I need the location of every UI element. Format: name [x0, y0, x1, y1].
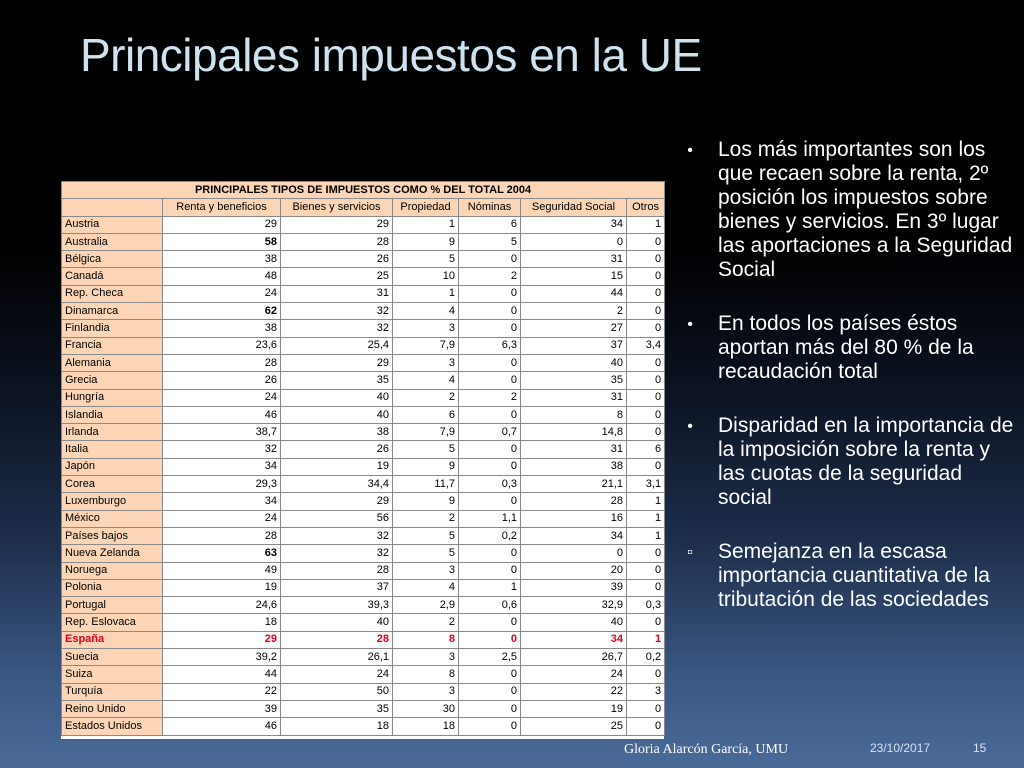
table-row — [62, 372, 665, 389]
country-cell: Francia — [62, 337, 163, 354]
table-row — [62, 233, 665, 250]
value-cell: 0 — [627, 285, 665, 302]
bullet-item — [680, 312, 1020, 384]
value-cell: 1 — [627, 527, 665, 544]
value-cell: 5 — [393, 527, 459, 544]
value-cell: 40 — [521, 354, 627, 371]
value-cell: 27 — [521, 320, 627, 337]
table-row — [62, 268, 665, 285]
country-cell: Suecia — [62, 649, 163, 666]
value-cell: 2 — [459, 268, 521, 285]
table-row — [62, 562, 665, 579]
value-cell: 34 — [521, 631, 627, 648]
value-cell: 37 — [281, 579, 393, 596]
value-cell: 0 — [459, 683, 521, 700]
value-cell: 29 — [281, 493, 393, 510]
value-cell: 29 — [163, 216, 281, 233]
country-cell: Turquía — [62, 683, 163, 700]
value-cell: 0 — [459, 251, 521, 268]
value-cell: 34 — [163, 458, 281, 475]
value-cell: 4 — [393, 372, 459, 389]
table-row — [62, 718, 665, 735]
value-cell: 46 — [163, 718, 281, 735]
value-cell: 0 — [627, 233, 665, 250]
value-cell: 58 — [163, 233, 281, 250]
value-cell: 0 — [459, 303, 521, 320]
value-cell: 50 — [281, 683, 393, 700]
country-cell: Dinamarca — [62, 303, 163, 320]
value-cell: 0 — [459, 666, 521, 683]
country-cell: Corea — [62, 476, 163, 493]
bullet-item — [680, 138, 1020, 282]
country-cell: Irlanda — [62, 424, 163, 441]
value-cell: 9 — [393, 493, 459, 510]
value-cell: 40 — [281, 406, 393, 423]
country-cell: Italia — [62, 441, 163, 458]
value-cell: 15 — [521, 268, 627, 285]
bullet-text: Los más importantes son los que recaen sobre la renta, 2º posición los impuestos sobre bienes y servicios. En 3º lugar las aportaciones a la Seguridad Social — [718, 138, 1013, 281]
value-cell: 6 — [459, 216, 521, 233]
table-row — [62, 510, 665, 527]
table-row — [62, 389, 665, 406]
value-cell: 37 — [521, 337, 627, 354]
value-cell: 2,9 — [393, 597, 459, 614]
value-cell: 40 — [281, 614, 393, 631]
country-cell: Canadá — [62, 268, 163, 285]
bullet-item — [680, 540, 1020, 612]
value-cell: 26 — [163, 372, 281, 389]
table-row — [62, 683, 665, 700]
value-cell: 0 — [627, 406, 665, 423]
value-cell: 26,7 — [521, 649, 627, 666]
value-cell: 1 — [459, 579, 521, 596]
value-cell: 0,2 — [459, 527, 521, 544]
value-cell: 0 — [459, 285, 521, 302]
value-cell: 0 — [459, 700, 521, 717]
value-cell: 3 — [393, 354, 459, 371]
country-cell: Nueva Zelanda — [62, 545, 163, 562]
value-cell: 8 — [393, 666, 459, 683]
value-cell: 18 — [393, 718, 459, 735]
bullet-marker-icon: • — [687, 418, 693, 435]
bullet-marker-icon: ▫ — [687, 544, 693, 561]
country-cell: Rep. Eslovaca — [62, 614, 163, 631]
value-cell: 46 — [163, 406, 281, 423]
value-cell: 24 — [521, 666, 627, 683]
value-cell: 0,2 — [627, 649, 665, 666]
value-cell: 7,9 — [393, 337, 459, 354]
value-cell: 56 — [281, 510, 393, 527]
value-cell: 28 — [281, 562, 393, 579]
table-row — [62, 476, 665, 493]
bullet-list — [680, 138, 1020, 642]
value-cell: 0 — [521, 233, 627, 250]
value-cell: 0 — [627, 320, 665, 337]
value-cell: 0 — [627, 545, 665, 562]
value-cell: 25 — [521, 718, 627, 735]
slide-title: Principales impuestos en la UE — [80, 29, 702, 81]
country-cell: Hungría — [62, 389, 163, 406]
value-cell: 0 — [627, 718, 665, 735]
value-cell: 40 — [281, 389, 393, 406]
country-cell: Japón — [62, 458, 163, 475]
table-row — [62, 320, 665, 337]
value-cell: 28 — [281, 631, 393, 648]
value-cell: 34 — [521, 527, 627, 544]
bullet-text: Semejanza en la escasa importancia cuantitativa de la tributación de las sociedades — [718, 540, 990, 611]
value-cell: 19 — [163, 579, 281, 596]
country-cell: España — [62, 631, 163, 648]
table-row — [62, 700, 665, 717]
value-cell: 0 — [459, 441, 521, 458]
value-cell: 26 — [281, 441, 393, 458]
table-row — [62, 285, 665, 302]
tax-table — [61, 181, 665, 736]
value-cell: 5 — [393, 441, 459, 458]
value-cell: 6 — [627, 441, 665, 458]
value-cell: 29,3 — [163, 476, 281, 493]
value-cell: 25,4 — [281, 337, 393, 354]
value-cell: 18 — [163, 614, 281, 631]
value-cell: 1 — [627, 493, 665, 510]
value-cell: 8 — [393, 631, 459, 648]
value-cell: 18 — [281, 718, 393, 735]
value-cell: 3 — [393, 562, 459, 579]
value-cell: 0 — [459, 493, 521, 510]
value-cell: 3,1 — [627, 476, 665, 493]
value-cell: 2,5 — [459, 649, 521, 666]
table-row — [62, 458, 665, 475]
value-cell: 5 — [459, 233, 521, 250]
value-cell: 22 — [521, 683, 627, 700]
column-header: Nóminas — [459, 199, 521, 216]
value-cell: 38 — [521, 458, 627, 475]
value-cell: 0 — [627, 562, 665, 579]
value-cell: 32 — [281, 320, 393, 337]
value-cell: 29 — [281, 216, 393, 233]
value-cell: 0 — [459, 545, 521, 562]
value-cell: 1 — [393, 216, 459, 233]
value-cell: 23,6 — [163, 337, 281, 354]
value-cell: 26,1 — [281, 649, 393, 666]
value-cell: 34 — [521, 216, 627, 233]
value-cell: 1 — [627, 216, 665, 233]
value-cell: 21,1 — [521, 476, 627, 493]
country-cell: Suiza — [62, 666, 163, 683]
value-cell: 14,8 — [521, 424, 627, 441]
value-cell: 5 — [393, 251, 459, 268]
table-row — [62, 251, 665, 268]
country-cell: Reino Unido — [62, 700, 163, 717]
value-cell: 0 — [627, 458, 665, 475]
value-cell: 0,6 — [459, 597, 521, 614]
country-cell: Rep. Checa — [62, 285, 163, 302]
value-cell: 28 — [281, 233, 393, 250]
value-cell: 0 — [459, 718, 521, 735]
table-caption: PRINCIPALES TIPOS DE IMPUESTOS COMO % DEL TOTAL 2004 — [62, 182, 665, 199]
value-cell: 35 — [281, 372, 393, 389]
value-cell: 2 — [459, 389, 521, 406]
value-cell: 24 — [163, 285, 281, 302]
value-cell: 0,7 — [459, 424, 521, 441]
value-cell: 0 — [459, 614, 521, 631]
table-row — [62, 597, 665, 614]
value-cell: 38 — [281, 424, 393, 441]
value-cell: 38,7 — [163, 424, 281, 441]
value-cell: 6,3 — [459, 337, 521, 354]
country-cell: Noruega — [62, 562, 163, 579]
value-cell: 9 — [393, 458, 459, 475]
value-cell: 29 — [281, 354, 393, 371]
country-cell: Finlandia — [62, 320, 163, 337]
value-cell: 1,1 — [459, 510, 521, 527]
value-cell: 24 — [281, 666, 393, 683]
country-cell: Bélgica — [62, 251, 163, 268]
value-cell: 35 — [521, 372, 627, 389]
value-cell: 7,9 — [393, 424, 459, 441]
value-cell: 3 — [393, 683, 459, 700]
table-row — [62, 614, 665, 631]
value-cell: 28 — [163, 527, 281, 544]
value-cell: 44 — [163, 666, 281, 683]
value-cell: 31 — [281, 285, 393, 302]
value-cell: 48 — [163, 268, 281, 285]
value-cell: 32 — [163, 441, 281, 458]
value-cell: 2 — [393, 614, 459, 631]
value-cell: 0 — [627, 354, 665, 371]
footer-page-number: 15 — [973, 741, 987, 755]
country-cell: Estados Unidos — [62, 718, 163, 735]
value-cell: 2 — [393, 389, 459, 406]
value-cell: 34,4 — [281, 476, 393, 493]
value-cell: 8 — [521, 406, 627, 423]
value-cell: 0 — [627, 579, 665, 596]
value-cell: 44 — [521, 285, 627, 302]
value-cell: 49 — [163, 562, 281, 579]
value-cell: 38 — [163, 320, 281, 337]
value-cell: 3,4 — [627, 337, 665, 354]
value-cell: 38 — [163, 251, 281, 268]
value-cell: 6 — [393, 406, 459, 423]
country-cell: Polonia — [62, 579, 163, 596]
value-cell: 63 — [163, 545, 281, 562]
value-cell: 2 — [521, 303, 627, 320]
value-cell: 11,7 — [393, 476, 459, 493]
table-row — [62, 354, 665, 371]
table-row — [62, 545, 665, 562]
tax-table-container — [61, 181, 664, 739]
value-cell: 26 — [281, 251, 393, 268]
value-cell: 5 — [393, 545, 459, 562]
value-cell: 0 — [459, 406, 521, 423]
value-cell: 4 — [393, 579, 459, 596]
bullet-marker-icon: • — [687, 142, 693, 159]
value-cell: 34 — [163, 493, 281, 510]
table-row — [62, 493, 665, 510]
value-cell: 39,2 — [163, 649, 281, 666]
country-cell: Portugal — [62, 597, 163, 614]
value-cell: 3 — [393, 320, 459, 337]
value-cell: 32 — [281, 527, 393, 544]
value-cell: 32 — [281, 303, 393, 320]
value-cell: 28 — [521, 493, 627, 510]
value-cell: 0 — [627, 303, 665, 320]
value-cell: 0,3 — [627, 597, 665, 614]
column-header: Seguridad Social — [521, 199, 627, 216]
value-cell: 0 — [521, 545, 627, 562]
footer-author: Gloria Alarcón García, UMU — [624, 742, 789, 757]
value-cell: 32 — [281, 545, 393, 562]
value-cell: 0 — [627, 666, 665, 683]
value-cell: 19 — [521, 700, 627, 717]
value-cell: 0 — [627, 268, 665, 285]
value-cell: 0 — [459, 562, 521, 579]
table-row — [62, 666, 665, 683]
bullet-text: En todos los países éstos aportan más del 80 % de la recaudación total — [718, 312, 974, 383]
value-cell: 0 — [627, 251, 665, 268]
value-cell: 31 — [521, 441, 627, 458]
country-cell: Luxemburgo — [62, 493, 163, 510]
value-cell: 39 — [521, 579, 627, 596]
value-cell: 1 — [393, 285, 459, 302]
column-header: Renta y beneficios — [163, 199, 281, 216]
value-cell: 0,3 — [459, 476, 521, 493]
value-cell: 16 — [521, 510, 627, 527]
value-cell: 20 — [521, 562, 627, 579]
table-row — [62, 303, 665, 320]
table-row — [62, 406, 665, 423]
value-cell: 32,9 — [521, 597, 627, 614]
value-cell: 1 — [627, 631, 665, 648]
value-cell: 19 — [281, 458, 393, 475]
value-cell: 35 — [281, 700, 393, 717]
value-cell: 0 — [459, 320, 521, 337]
country-cell: Alemania — [62, 354, 163, 371]
value-cell: 30 — [393, 700, 459, 717]
value-cell: 4 — [393, 303, 459, 320]
value-cell: 39 — [163, 700, 281, 717]
table-row — [62, 424, 665, 441]
bullet-marker-icon: • — [687, 316, 693, 333]
value-cell: 24 — [163, 510, 281, 527]
country-cell: México — [62, 510, 163, 527]
bullet-text: Disparidad en la importancia de la imposición sobre la renta y las cuotas de la seguridad social — [718, 414, 1014, 509]
value-cell: 0 — [627, 700, 665, 717]
value-cell: 0 — [459, 631, 521, 648]
column-header — [62, 199, 163, 216]
value-cell: 24,6 — [163, 597, 281, 614]
table-row — [62, 216, 665, 233]
value-cell: 3 — [393, 649, 459, 666]
table-row — [62, 441, 665, 458]
value-cell: 0 — [459, 372, 521, 389]
column-header: Propiedad — [393, 199, 459, 216]
value-cell: 0 — [459, 458, 521, 475]
value-cell: 31 — [521, 251, 627, 268]
value-cell: 0 — [459, 354, 521, 371]
bullet-item — [680, 414, 1020, 510]
country-cell: Países bajos — [62, 527, 163, 544]
value-cell: 25 — [281, 268, 393, 285]
value-cell: 24 — [163, 389, 281, 406]
table-row — [62, 631, 665, 648]
column-header: Bienes y servicios — [281, 199, 393, 216]
value-cell: 22 — [163, 683, 281, 700]
value-cell: 40 — [521, 614, 627, 631]
value-cell: 29 — [163, 631, 281, 648]
value-cell: 39,3 — [281, 597, 393, 614]
value-cell: 0 — [627, 614, 665, 631]
country-cell: Austria — [62, 216, 163, 233]
footer-date: 23/10/2017 — [870, 741, 931, 755]
value-cell: 28 — [163, 354, 281, 371]
table-row — [62, 579, 665, 596]
value-cell: 0 — [627, 424, 665, 441]
column-header: Otros — [627, 199, 665, 216]
table-row — [62, 337, 665, 354]
value-cell: 31 — [521, 389, 627, 406]
value-cell: 3 — [627, 683, 665, 700]
value-cell: 10 — [393, 268, 459, 285]
value-cell: 2 — [393, 510, 459, 527]
table-row — [62, 649, 665, 666]
country-cell: Islandia — [62, 406, 163, 423]
value-cell: 1 — [627, 510, 665, 527]
table-row — [62, 527, 665, 544]
value-cell: 0 — [627, 372, 665, 389]
country-cell: Grecia — [62, 372, 163, 389]
value-cell: 9 — [393, 233, 459, 250]
value-cell: 62 — [163, 303, 281, 320]
country-cell: Australia — [62, 233, 163, 250]
value-cell: 0 — [627, 389, 665, 406]
